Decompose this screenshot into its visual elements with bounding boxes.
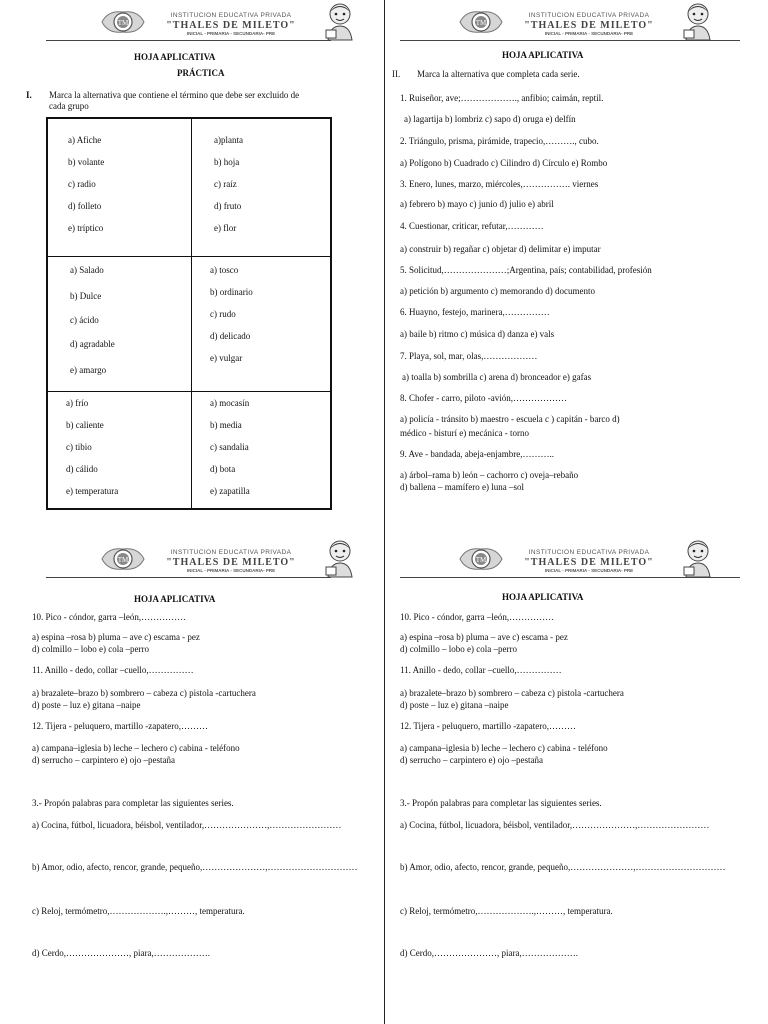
series-options: a) lagartija b) lombriz c) sapo d) oruga e) delfín bbox=[404, 114, 576, 124]
group-option: b) volante bbox=[68, 157, 105, 167]
section-3-heading: 3.- Propón palabras para completar las siguientes series. bbox=[400, 798, 602, 808]
series-question: 2. Triángulo, prisma, pirámide, trapecio,………., cubo. bbox=[400, 136, 599, 146]
group-option: d) cálido bbox=[66, 463, 98, 474]
series-question: 7. Playa, sol, mar, olas,……………… bbox=[400, 351, 538, 361]
group-option: e) flor bbox=[214, 223, 237, 233]
school-name: "THALES DE MILETO" bbox=[524, 20, 654, 31]
series-item: a) espina –rosa b) pluma – ave c) escama - pez bbox=[400, 632, 568, 642]
group-option: a) mocasín bbox=[210, 397, 250, 408]
series-item: 12. Tijera - peluquero, martillo -zapatero,……… bbox=[32, 721, 208, 731]
school-type: INSTITUCION EDUCATIVA PRIVADA bbox=[528, 549, 650, 556]
group-cell bbox=[48, 392, 191, 508]
group-option: d) folleto bbox=[68, 201, 102, 211]
q9-prompt: 9. Ave - bandada, abeja-enjambre,……….. bbox=[400, 449, 555, 459]
group-cell bbox=[48, 257, 191, 390]
student-mascot-image bbox=[322, 2, 358, 44]
school-name-block bbox=[514, 12, 664, 37]
group-option: c) raíz bbox=[214, 179, 237, 189]
student-mascot-image bbox=[680, 539, 716, 581]
header-rule bbox=[46, 577, 331, 578]
group-cell bbox=[192, 257, 330, 390]
school-type: INSTITUCION EDUCATIVA PRIVADA bbox=[170, 12, 292, 19]
series-item: d) Cerdo,…………………, piara,………………. bbox=[32, 948, 210, 958]
svg-text:TM: TM bbox=[475, 19, 487, 27]
school-name-block bbox=[156, 12, 306, 37]
q1-section-text-line2: cada grupo bbox=[49, 101, 89, 111]
school-name-block bbox=[514, 549, 664, 574]
group-option: b) media bbox=[210, 419, 242, 430]
series-question: 3. Enero, lunes, marzo, miércoles,……………. viernes bbox=[400, 179, 599, 189]
svg-text:TM: TM bbox=[475, 556, 487, 564]
series-options: a) baile b) ritmo c) música d) danza e) vals bbox=[400, 329, 555, 339]
q2-section-text: Marca la alternativa que completa cada serie. bbox=[417, 69, 580, 79]
school-name-block bbox=[156, 549, 306, 574]
group-option: e) vulgar bbox=[210, 352, 243, 363]
school-crest-logo bbox=[100, 545, 146, 575]
series-item: d) poste – luz e) gitana –naipe bbox=[400, 700, 509, 710]
group-option: b) Dulce bbox=[70, 290, 102, 301]
page-divider bbox=[384, 0, 385, 1024]
group-option: d) delicado bbox=[210, 330, 251, 341]
series-item: c) Reloj, termómetro,……………….,………, temperatura. bbox=[32, 906, 245, 916]
series-options: a) toalla b) sombrilla c) arena d) bronceador e) gafas bbox=[402, 372, 592, 382]
school-levels: INICIAL - PRIMARIA - SECUNDARIA- PRE bbox=[186, 568, 276, 573]
series-item: a) Cocina, fútbol, licuadora, béisbol, ventilador,…………………,…………………… bbox=[32, 820, 342, 830]
group-option: c) ácido bbox=[70, 314, 99, 325]
school-levels: INICIAL - PRIMARIA - SECUNDARIA- PRE bbox=[544, 31, 634, 36]
series-question: 5. Solicitud,…………………;Argentina, país; contabilidad, profesión bbox=[400, 265, 652, 275]
group-cell bbox=[48, 119, 191, 255]
series-options: a) febrero b) mayo c) junio d) julio e) abril bbox=[400, 199, 554, 209]
series-item: a) brazalete–brazo b) sombrero – cabeza c) pistola -cartuchera bbox=[400, 688, 624, 698]
group-option: b) ordinario bbox=[210, 286, 253, 297]
group-option: a) Salado bbox=[70, 264, 104, 275]
group-option: d) bota bbox=[210, 463, 236, 474]
series-item: a) espina –rosa b) pluma – ave c) escama - pez bbox=[32, 632, 200, 642]
school-crest-logo bbox=[100, 8, 146, 38]
header-rule bbox=[400, 40, 740, 41]
series-item: a) campana–iglesia b) leche – lechero c) cabina - teléfono bbox=[32, 743, 240, 753]
section-3-heading: 3.- Propón palabras para completar las siguientes series. bbox=[32, 798, 234, 808]
school-name: "THALES DE MILETO" bbox=[524, 557, 654, 568]
student-mascot-image bbox=[680, 2, 716, 44]
q1-section-text-line1: Marca la alternativa que contiene el término que debe ser excluido de bbox=[49, 90, 300, 100]
q9-options-line2: d) ballena – mamífero e) luna –sol bbox=[400, 482, 524, 492]
q8-options-line2: médico - bisturí e) mecánica - torno bbox=[400, 428, 529, 438]
series-item: 11. Anillo - dedo, collar –cuello,…………… bbox=[400, 665, 562, 675]
school-crest-logo bbox=[458, 8, 504, 38]
series-question: 1. Ruiseñor, ave;………………., anfibio; caimán, reptil. bbox=[400, 93, 604, 103]
series-item: b) Amor, odio, afecto, rencor, grande, pequeño,…………………,………………………… bbox=[32, 862, 358, 872]
exclusion-groups-table bbox=[46, 117, 332, 510]
group-option: e) temperatura bbox=[66, 485, 119, 496]
series-item: d) colmillo – lobo e) cola –perro bbox=[400, 644, 517, 654]
series-item: c) Reloj, termómetro,……………….,………, temperatura. bbox=[400, 906, 613, 916]
series-options: a) construir b) regañar c) objetar d) delimitar e) imputar bbox=[400, 244, 601, 254]
svg-text:TM: TM bbox=[117, 556, 129, 564]
student-mascot-image bbox=[322, 539, 358, 581]
series-options: a) Polígono b) Cuadrado c) Cilindro d) Círculo e) Rombo bbox=[400, 158, 608, 168]
school-levels: INICIAL - PRIMARIA - SECUNDARIA- PRE bbox=[544, 568, 634, 573]
series-item: d) Cerdo,…………………, piara,………………. bbox=[400, 948, 578, 958]
q3-title: HOJA APLICATIVA bbox=[134, 594, 216, 604]
school-levels: INICIAL - PRIMARIA - SECUNDARIA- PRE bbox=[186, 31, 276, 36]
svg-text:TM: TM bbox=[117, 19, 129, 27]
group-option: b) caliente bbox=[66, 419, 104, 430]
school-name: "THALES DE MILETO" bbox=[166, 20, 296, 31]
series-question: 4. Cuestionar, criticar, refutar,………… bbox=[400, 221, 544, 231]
series-item: 10. Pico - cóndor, garra –león,…………… bbox=[32, 612, 187, 622]
group-cell bbox=[192, 392, 330, 508]
group-option: e) amargo bbox=[70, 364, 107, 375]
series-item: a) Cocina, fútbol, licuadora, béisbol, ventilador,…………………,…………………… bbox=[400, 820, 710, 830]
group-cell bbox=[192, 119, 330, 255]
school-type: INSTITUCION EDUCATIVA PRIVADA bbox=[170, 549, 292, 556]
q2-section-number: II. bbox=[392, 69, 401, 79]
q9-options-line1: a) árbol–rama b) león – cachorro c) oveja–rebaño bbox=[400, 470, 579, 480]
group-option: d) fruto bbox=[214, 201, 242, 211]
series-item: d) poste – luz e) gitana –naipe bbox=[32, 700, 141, 710]
group-option: a) tosco bbox=[210, 264, 239, 275]
group-option: a) frío bbox=[66, 397, 89, 408]
school-type: INSTITUCION EDUCATIVA PRIVADA bbox=[528, 12, 650, 19]
series-options: a) petición b) argumento c) memorando d) documento bbox=[400, 286, 596, 296]
series-item: a) campana–iglesia b) leche – lechero c) cabina - teléfono bbox=[400, 743, 608, 753]
school-crest-logo bbox=[458, 545, 504, 575]
q1-section-number: I. bbox=[26, 90, 32, 100]
header-rule bbox=[46, 40, 331, 41]
group-option: d) agradable bbox=[70, 338, 115, 349]
header-rule bbox=[400, 577, 740, 578]
series-item: 11. Anillo - dedo, collar –cuello,…………… bbox=[32, 665, 194, 675]
series-item: 10. Pico - cóndor, garra –león,…………… bbox=[400, 612, 555, 622]
q1-title: HOJA APLICATIVA bbox=[134, 52, 216, 62]
school-name: "THALES DE MILETO" bbox=[166, 557, 296, 568]
group-option: a) Afiche bbox=[68, 135, 102, 145]
group-option: c) tibio bbox=[66, 441, 92, 452]
group-option: e) zapatilla bbox=[210, 485, 250, 496]
q2-title: HOJA APLICATIVA bbox=[502, 50, 584, 60]
q4-title: HOJA APLICATIVA bbox=[502, 592, 584, 602]
group-option: c) sandalia bbox=[210, 441, 249, 452]
q8-options-line1: a) policía - tránsito b) maestro - escuela c ) capitán - barco d) bbox=[400, 414, 620, 424]
series-item: d) colmillo – lobo e) cola –perro bbox=[32, 644, 149, 654]
q1-subtitle: PRÁCTICA bbox=[177, 68, 225, 78]
group-option: b) hoja bbox=[214, 157, 240, 167]
group-option: c) radio bbox=[68, 179, 96, 189]
series-item: d) serrucho – carpintero e) ojo –pestaña bbox=[400, 755, 543, 765]
group-option: e) tríptico bbox=[68, 223, 104, 233]
series-question: 6. Huayno, festejo, marinera,…………… bbox=[400, 307, 550, 317]
series-item: d) serrucho – carpintero e) ojo –pestaña bbox=[32, 755, 175, 765]
series-item: b) Amor, odio, afecto, rencor, grande, pequeño,…………………,………………………… bbox=[400, 862, 726, 872]
series-item: a) brazalete–brazo b) sombrero – cabeza c) pistola -cartuchera bbox=[32, 688, 256, 698]
series-question: 8. Chofer - carro, piloto -avión,……………… bbox=[400, 393, 567, 403]
series-item: 12. Tijera - peluquero, martillo -zapatero,……… bbox=[400, 721, 576, 731]
group-option: a)planta bbox=[214, 135, 243, 145]
group-option: c) rudo bbox=[210, 308, 236, 319]
